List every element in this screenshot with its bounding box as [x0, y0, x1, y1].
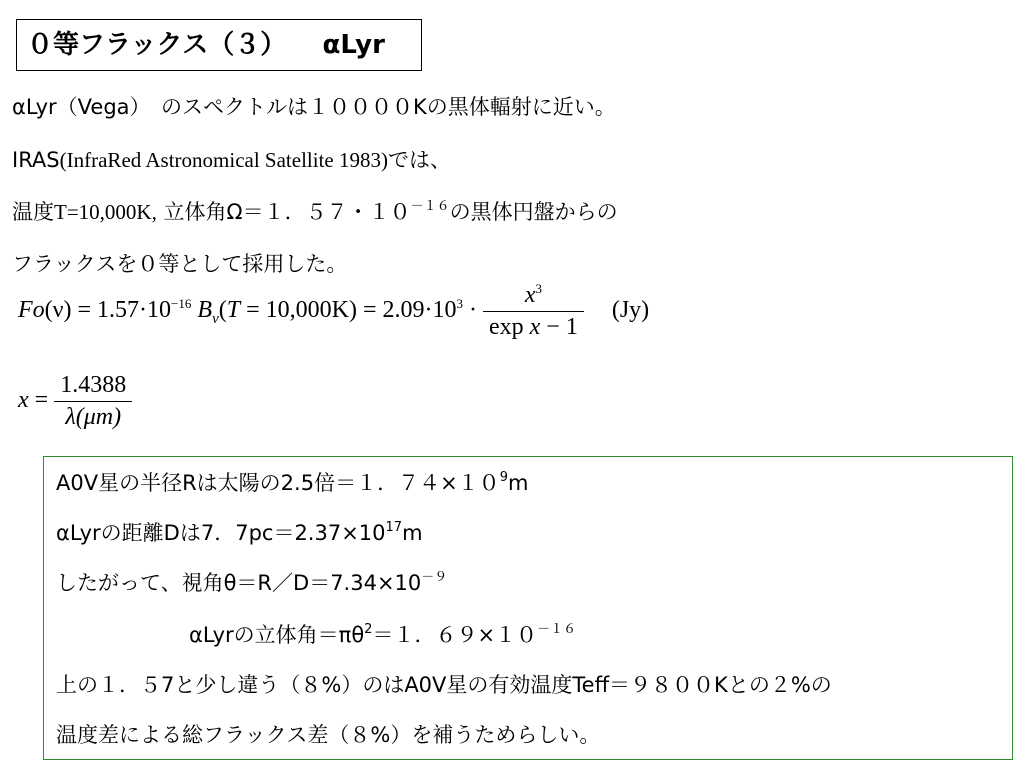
eq1-fraction — [483, 282, 584, 341]
eq1-B-open: ( — [218, 297, 227, 324]
paragraph-line-2 — [12, 146, 451, 174]
eq1-denominator — [483, 312, 584, 341]
note-line-4-text: αLyrの立体角＝πθ — [189, 623, 365, 647]
slide-title — [16, 19, 422, 71]
note-box — [43, 456, 1013, 760]
eq1-den-exp: exp — [488, 314, 530, 340]
eq2-numerator: 1.4388 — [54, 372, 132, 402]
eq1-lhs: Fo — [18, 297, 45, 324]
eq2-unit: (μm) — [75, 404, 122, 430]
x-definition-equation — [18, 372, 132, 431]
note-line-4-exp2: －１６ — [537, 622, 577, 637]
eq1-den-minus: − 1 — [540, 314, 578, 340]
eq2-lhs: x — [18, 387, 29, 414]
title-gap — [286, 30, 322, 60]
paragraph-line-1: αLyr（Vega） のスペクトルは１００００Kの黒体輻射に近い。 — [12, 95, 616, 119]
paragraph-line-2-tail: では、 — [387, 148, 451, 172]
eq1-den-x: x — [529, 314, 541, 340]
iras-label: IRAS — [12, 148, 60, 172]
eq1-B-rest: = 10,000K) = 2.09·10 — [240, 297, 457, 324]
paragraph-line-3-tail: の黒体円盤からの — [449, 200, 618, 224]
paragraph-line-3 — [12, 198, 618, 226]
eq2-fraction — [54, 372, 132, 431]
note-line-3 — [56, 569, 447, 597]
iras-fullname: (InfraRed Astronomical Satellite 1983) — [59, 148, 388, 172]
note-line-3-text: したがって、視角θ＝R／D＝7.34×10 — [56, 571, 422, 595]
flux-equation — [18, 282, 649, 341]
note-line-5: 上の１．５7と少し違う（８%）のはA0V星の有効温度Teff＝９８００Kとの２%の — [56, 673, 832, 697]
eq1-coef: = 1.57·10 — [71, 297, 172, 324]
note-line-3-exp: －９ — [421, 570, 448, 585]
eq1-B: B — [191, 297, 213, 324]
title-prefix: ０等フラックス（３） — [27, 30, 287, 60]
eq2-denominator — [54, 402, 132, 431]
eq1-num-x: x — [524, 282, 536, 308]
note-line-2-unit: m — [402, 521, 423, 545]
note-line-2-text: αLyrの距離Dは7．7pc＝2.37×10 — [56, 521, 386, 545]
note-line-2 — [56, 519, 423, 547]
note-line-1-unit: m — [507, 471, 529, 495]
eq1-B-sub: ν — [212, 310, 219, 327]
eq1-unit: (Jy) — [611, 297, 650, 324]
eq2-equals: = — [28, 387, 55, 414]
temperature-value: T=10,000K, — [54, 200, 157, 224]
eq1-dot: · — [462, 297, 483, 324]
note-line-1-exp: 9 — [499, 470, 508, 485]
eq1-num-exp: 3 — [535, 281, 542, 296]
eq2-lambda: λ — [65, 404, 76, 430]
note-line-1 — [56, 469, 528, 497]
note-line-4-exp1: 2 — [364, 622, 373, 637]
solid-angle-exponent: －１６ — [410, 199, 450, 214]
eq1-exp1: −16 — [171, 296, 192, 312]
solid-angle-text: 立体角Ω＝１．５７・１０ — [156, 200, 411, 224]
note-line-1-text: A0V星の半径Rは太陽の2.5倍＝１．７４×１０ — [56, 471, 500, 495]
paragraph-line-4: フラックスを０等として採用した。 — [12, 252, 348, 276]
eq1-exp2: 3 — [456, 296, 463, 312]
note-line-2-exp: 17 — [385, 520, 403, 535]
note-line-4 — [189, 621, 576, 649]
note-line-4-value: ＝１．６９×１０ — [372, 623, 538, 647]
note-line-6: 温度差による総フラックス差（８%）を補うためらしい。 — [56, 723, 601, 747]
eq1-lhs-arg: (ν) — [44, 297, 72, 324]
eq1-T: T — [226, 297, 241, 324]
eq1-numerator — [483, 282, 584, 312]
title-star: αLyr — [322, 30, 385, 60]
temperature-label: 温度 — [12, 200, 54, 224]
